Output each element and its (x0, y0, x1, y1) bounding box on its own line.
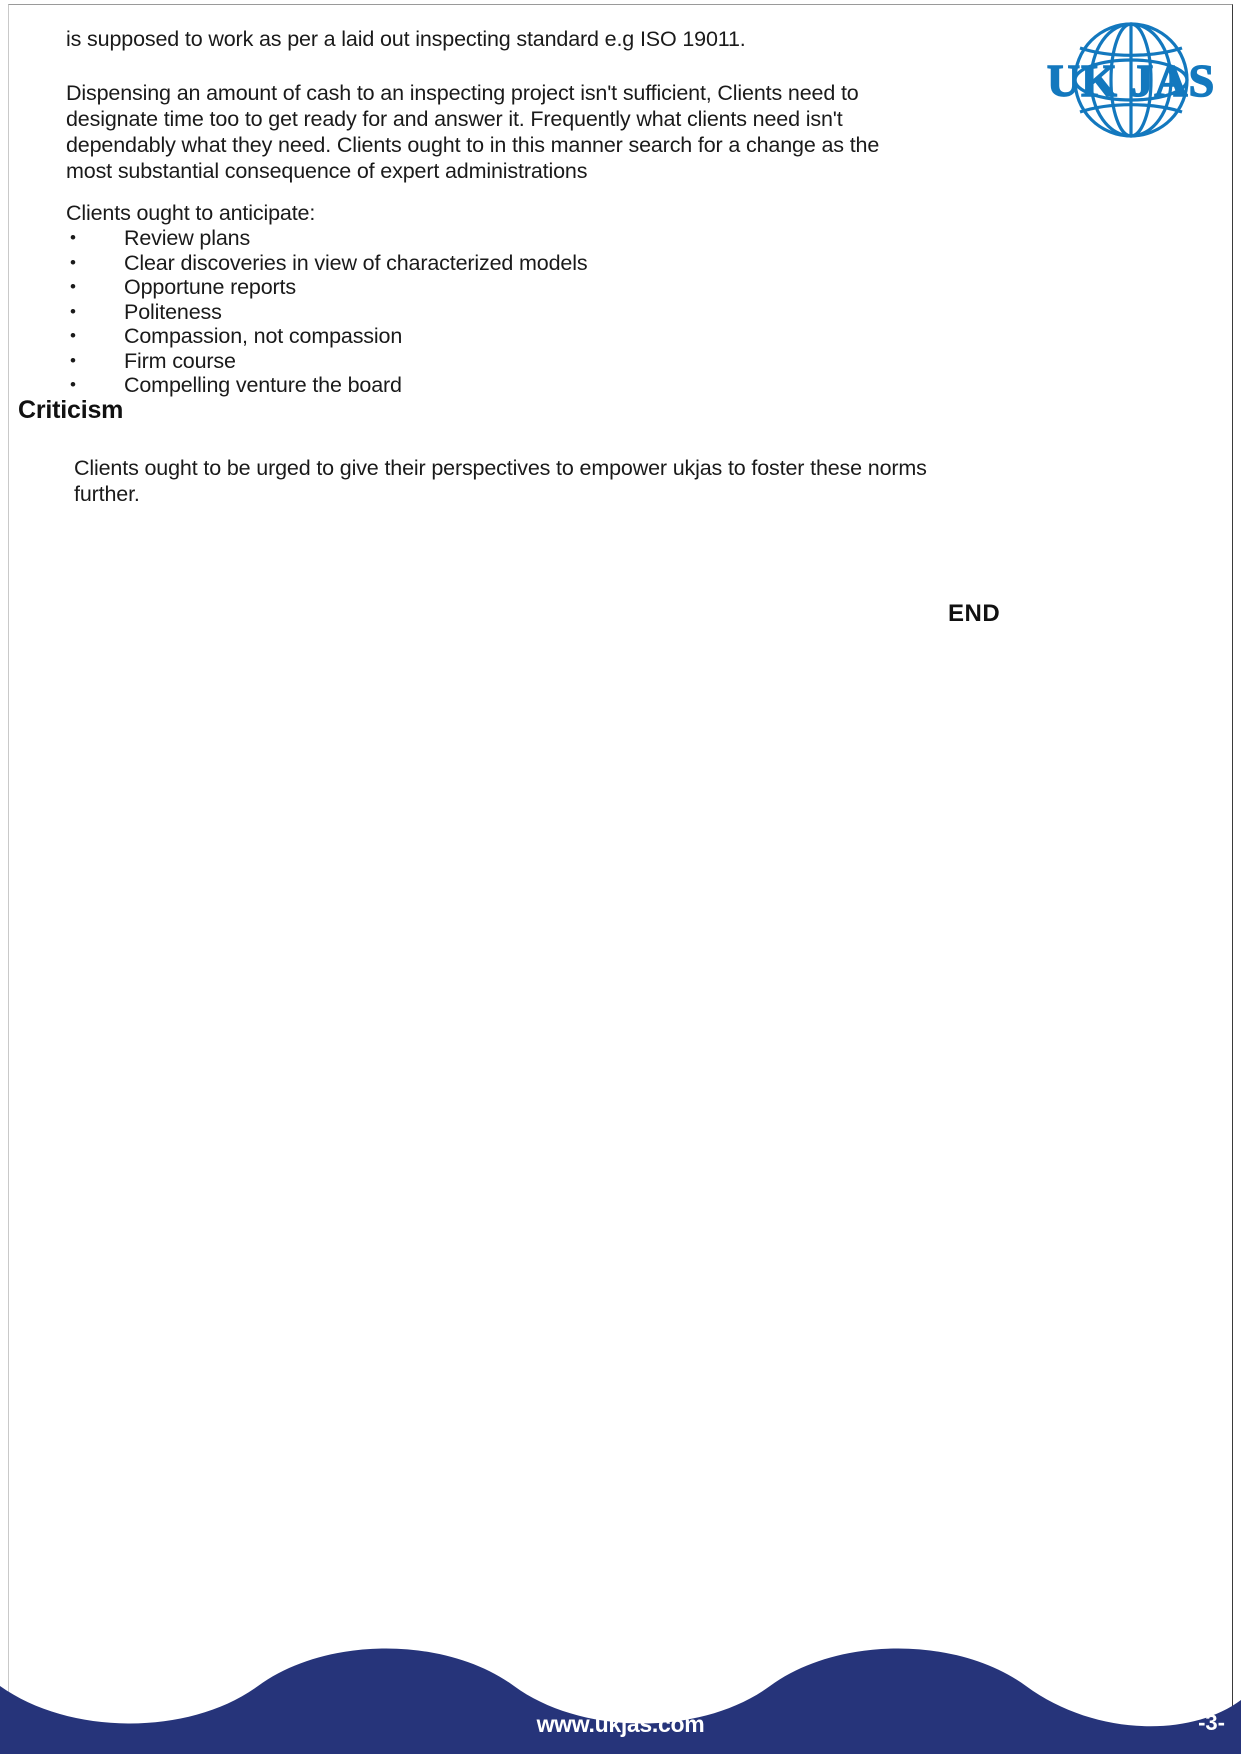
intro-paragraph: is supposed to work as per a laid out inspecting standard e.g ISO 19011. (66, 27, 746, 51)
expectations-list (66, 226, 886, 398)
footer-website-url[interactable]: www.ukjas.com (536, 1711, 705, 1737)
list-item-label: Compelling venture the board (124, 373, 402, 397)
list-intro-text: Clients ought to anticipate: (66, 201, 316, 225)
list-item (66, 275, 886, 300)
list-item-label: Compassion, not compassion (124, 324, 403, 348)
main-paragraph: Dispensing an amount of cash to an inspecting project isn't sufficient, Clients need to designate time too to get ready for and answer it. Frequently what clients need isn't dependably what they need. Clients ought to in this manner search for a change as the most substantial consequence of expert administrations (66, 81, 880, 183)
ukjas-logo (1046, 14, 1216, 146)
bullet-icon: • (70, 350, 76, 370)
list-item (66, 324, 886, 349)
end-marker: END (948, 600, 1001, 627)
list-item (66, 300, 886, 325)
footer-page-number: -3- (1198, 1710, 1225, 1735)
list-item (66, 373, 886, 398)
page-footer (0, 1614, 1241, 1754)
footer-wave-shape (0, 1649, 1241, 1754)
list-item (66, 251, 886, 276)
bullet-icon: • (70, 326, 76, 345)
bullet-icon: • (70, 252, 76, 272)
bullet-icon: • (70, 277, 76, 296)
bullet-icon: • (70, 228, 76, 247)
criticism-paragraph: Clients ought to be urged to give their perspectives to empower ukjas to foster these norms further. (74, 456, 927, 506)
section-heading-criticism: Criticism (18, 396, 124, 424)
bullet-icon: • (70, 375, 76, 394)
logo-wordmark: UK JAS (1046, 55, 1216, 106)
list-item-label: Clear discoveries in view of characterized models (124, 250, 588, 275)
list-item (66, 349, 886, 374)
list-item (66, 226, 886, 251)
list-item-label: Review plans (124, 226, 251, 250)
list-item-label: Politeness (124, 299, 222, 324)
list-item-label: Firm course (124, 348, 236, 373)
list-item-label: Opportune reports (124, 275, 296, 299)
bullet-icon: • (70, 301, 76, 321)
